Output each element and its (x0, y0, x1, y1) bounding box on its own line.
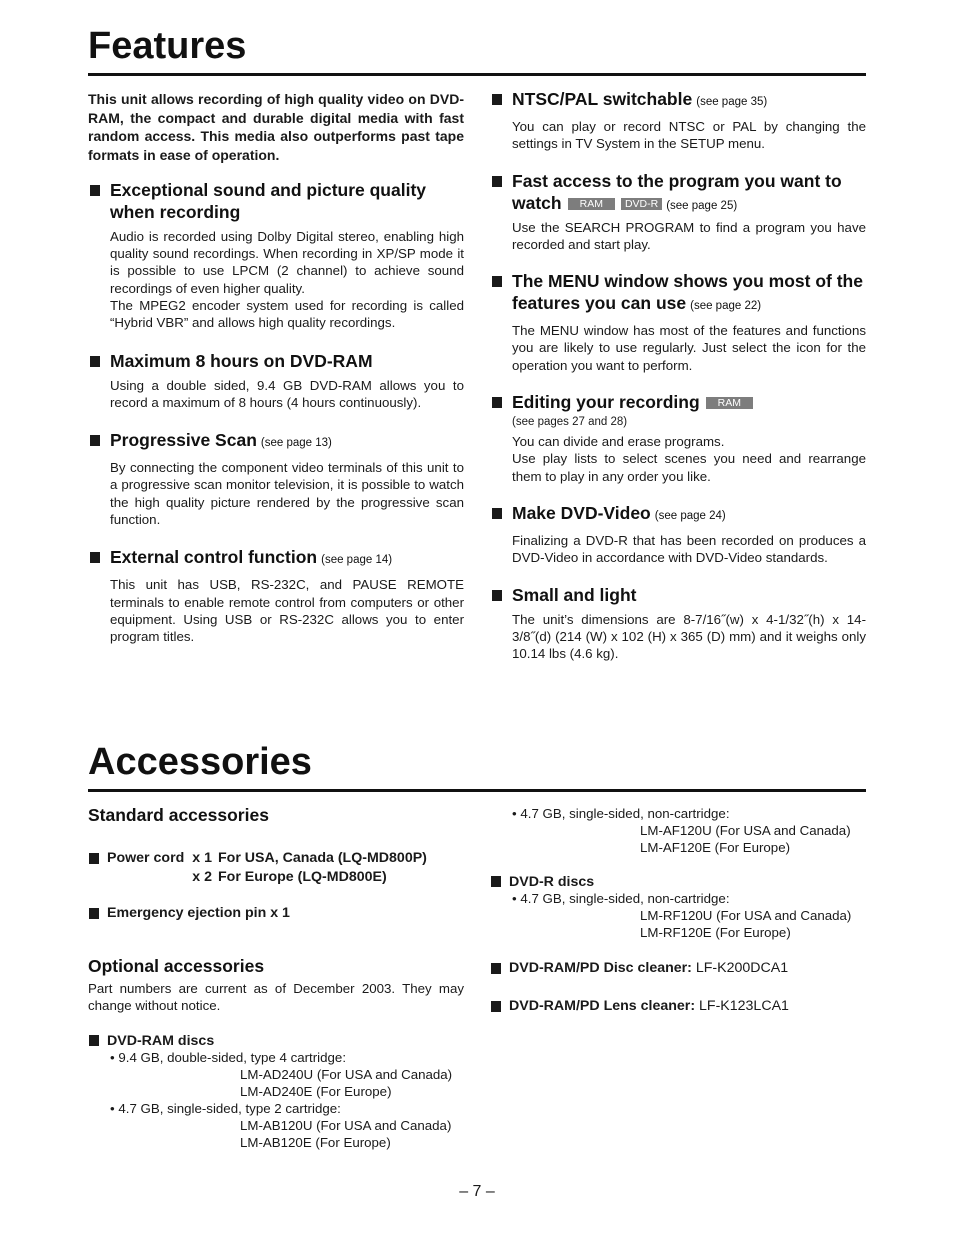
page-reference: (see page 13) (260, 437, 332, 450)
features-title: Features (88, 25, 247, 67)
dvd-r-list: • 4.7 GB, single-sided, non-cartridge: LM-RF120U (For USA and Canada) LM-RF120E (For Europe) (512, 891, 852, 940)
page-reference: (see page 35) (696, 96, 768, 108)
feature-heading: The MENU window shows you most of the features you can use (see page 22) (512, 271, 863, 314)
square-bullet-icon (492, 397, 502, 408)
accessories-right-column (490, 805, 866, 1016)
square-bullet-icon (492, 176, 502, 187)
square-bullet-icon (89, 1035, 99, 1046)
square-bullet-icon (90, 435, 100, 446)
feature-body: You can play or record NTSC or PAL by changing the settings in TV System in the SETUP menu. (512, 119, 866, 152)
feature-progressive-scan (88, 429, 464, 528)
feature-heading: Editing your recording RAM (512, 391, 866, 413)
square-bullet-icon (492, 590, 502, 601)
feature-heading: External control function (see page 14) (110, 547, 393, 568)
feature-sound-picture (88, 179, 464, 332)
feature-heading: Exceptional sound and picture quality when recording (110, 179, 427, 222)
dvd-ram-list-continued: • 4.7 GB, single-sided, non-cartridge: LM-AF120U (For USA and Canada) LM-AF120E (For Europe) (512, 806, 851, 855)
page-reference: (see page 25) (666, 199, 738, 212)
dvd-ram-list: • 9.4 GB, double-sided, type 4 cartridge: LM-AD240U (For USA and Canada) LM-AD240E (For Europe) • 4.7 GB, single-sided, type 2 cartridge: LM-AB120U (For USA and Canada) LM-AB120E (For Europe) (110, 1049, 453, 1150)
feature-body: The MENU window has most of the features and functions you are likely to use regularly. Just select the icon for the operation you want to perform. (512, 323, 866, 373)
feature-heading: Fast access to the program you want to watch RAM DVD-R (see page 25) (512, 170, 842, 213)
dvd-r-badge: DVD-R (621, 198, 662, 210)
ram-badge: RAM (706, 397, 753, 409)
feature-menu-window (490, 270, 866, 374)
feature-heading: NTSC/PAL switchable (see page 35) (512, 89, 768, 109)
features-rule (88, 73, 866, 76)
square-bullet-icon (492, 94, 502, 105)
square-bullet-icon (492, 276, 502, 287)
ram-badge: RAM (568, 198, 615, 210)
feature-heading: Maximum 8 hours on DVD-RAM (110, 350, 373, 371)
feature-heading: Make DVD-Video (see page 24) (512, 502, 726, 523)
square-bullet-icon (90, 185, 100, 196)
page-reference: (see page 24) (654, 509, 726, 522)
accessories-title: Accessories (88, 741, 312, 783)
square-bullet-icon (491, 876, 501, 887)
dvd-ram-discs-item: DVD-RAM discs (88, 1033, 464, 1049)
square-bullet-icon (89, 908, 99, 919)
square-bullet-icon (90, 552, 100, 563)
page-reference: (see pages 27 and 28) (512, 416, 628, 429)
feature-body: The unit’s dimensions are 8-7/16˝(w) x 4-1/32˝(h) x 14-3/8˝(d) (214 (W) x 102 (H) x 365 (D) mm) and it weighs only 10.14 lbs (4.6 kg). (512, 611, 866, 662)
feature-body: This unit has USB, RS-232C, and PAUSE REMOTE terminals to enable remote control from computers or other equipment. Using USB or RS-232C allows you to enter program titles. (110, 577, 464, 645)
feature-small-light (490, 584, 866, 663)
feature-heading: Progressive Scan (see page 13) (110, 430, 332, 451)
square-bullet-icon (492, 508, 502, 519)
feature-body: Audio is recorded using Dolby Digital stereo, enabling high quality sound recordings. When recording in XP/SP mode it is possible to use LPCM (2 channel) to achieve sound recordings of even higher quality. The MPEG2 encoder system used for recording is called “Hybrid VBR” and allows high quality recordings. (110, 228, 464, 331)
feature-heading: Small and light (512, 584, 637, 605)
square-bullet-icon (89, 853, 99, 864)
square-bullet-icon (491, 963, 501, 974)
power-cord-table: Power cord x 1 For USA, Canada (LQ-MD800P) x 2 For Europe (LQ-MD800E) (107, 850, 427, 885)
feature-body: Use the SEARCH PROGRAM to find a program you have recorded and start play. (512, 219, 866, 252)
page-reference: (see page 14) (321, 554, 393, 567)
feature-body: Using a double sided, 9.4 GB DVD-RAM allows you to record a maximum of 8 hours (4 hours continuously). (110, 377, 464, 410)
features-left-column (88, 90, 464, 661)
feature-body: Finalizing a DVD-R that has been recorded on produces a DVD-Video in accordance with DVD-Video standards. (512, 532, 866, 566)
optional-note: Part numbers are current as of December 2003. They may change without notice. (88, 981, 464, 1014)
features-intro: This unit allows recording of high quality video on DVD-RAM, the compact and durable digital media with fast random access. This media also outperforms past tape formats in ease of operation. (88, 91, 464, 164)
feature-editing (490, 391, 866, 485)
optional-accessories-heading: Optional accessories (88, 956, 265, 976)
features-right-column (490, 88, 866, 677)
square-bullet-icon (90, 356, 100, 367)
feature-body: You can divide and erase programs. Use play lists to select scenes you need and rearrange them to play in any order you like. (512, 434, 866, 484)
feature-external-control (88, 546, 464, 645)
power-cord-item (88, 849, 464, 887)
disc-cleaner-item: DVD-RAM/PD Disc cleaner: LF-K200DCA1 (490, 959, 866, 978)
square-bullet-icon (491, 1001, 501, 1012)
power-cord-label: Power cord (107, 850, 185, 866)
feature-make-dvd-video (490, 502, 866, 567)
feature-fast-access (490, 170, 866, 254)
ejection-pin-item: Emergency ejection pin x 1 (88, 904, 464, 923)
standard-accessories-heading: Standard accessories (88, 805, 269, 825)
feature-ntsc-pal (490, 88, 866, 153)
accessories-rule (88, 789, 866, 792)
feature-body: By connecting the component video terminals of this unit to a progressive scan monitor television, it is possible to watch the high quality picture rendered by the progressive scan function. (110, 460, 464, 528)
dvd-r-discs-item: DVD-R discs (490, 874, 866, 890)
lens-cleaner-item: DVD-RAM/PD Lens cleaner: LF-K123LCA1 (490, 997, 866, 1016)
accessories-left-column (88, 804, 464, 1151)
page-reference: (see page 22) (690, 300, 762, 313)
feature-max-8-hours (88, 350, 464, 412)
page-number: – 7 – (459, 1183, 495, 1200)
